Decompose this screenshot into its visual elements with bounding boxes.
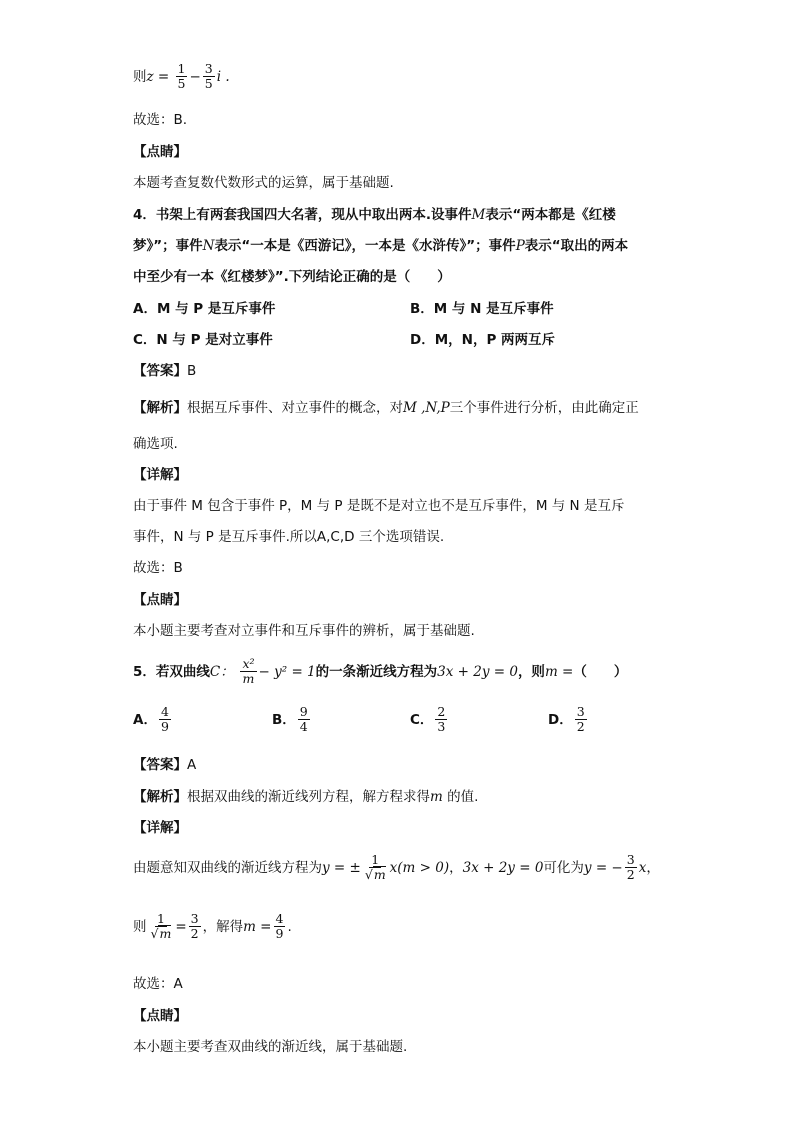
q4-answer-line [133,359,196,379]
math: M ,N,P [403,400,450,416]
q4-analysis-line1 [133,396,639,416]
math: m = [544,663,574,680]
numerator: 3 [626,852,635,867]
text: ， [646,859,660,876]
fraction [575,705,587,735]
q4-option-d: D．M，N，P 两两互斥 [410,332,556,348]
q5-detail-tag: 【详解】 [133,820,187,836]
analysis-tag: 【解析】 [133,789,187,805]
comment-tag: 【点睛】 [133,144,187,160]
q4-option-a: A．M 与 P 是互斥事件 [133,301,276,317]
math: m [430,789,443,805]
q5-answer-line [133,753,196,773]
denominator: 5 [177,76,186,92]
q5-choose-line: 故选：A [133,976,183,992]
fraction [625,853,637,883]
fraction [240,657,256,687]
text: 4．书架上有两套我国四大名著，现从中取出两本.设事件 [133,207,472,223]
q4-detail-line2: 事件，N 与 P 是互斥事件.所以A,C,D 三个选项错误. [133,529,445,545]
q5-option-c [410,705,449,735]
q4-analysis-line2: 确选项. [133,436,178,452]
text: 的一条渐近线方程为 [315,663,438,680]
text: 可化为 [543,859,584,876]
answer-value: B [187,363,197,379]
math: N [202,238,215,254]
text: 5．若双曲线 [133,663,210,680]
q5-detail-line2 [133,912,292,942]
analysis-tag: 【解析】 [133,400,187,416]
text: 表示“一本是《西游记》，一本是《水浒传》”；事件 [214,238,516,254]
q4-comment-tag: 【点睛】 [133,592,187,608]
math: − [189,68,201,85]
numerator: 9 [299,704,308,719]
numerator: 4 [160,704,169,719]
text: . [287,918,292,935]
numerator: 3 [576,704,585,719]
denominator [363,868,388,882]
math: i . [216,68,230,85]
denominator: 5 [204,76,213,92]
denominator: 4 [299,719,308,735]
numerator: 3 [190,911,199,926]
math: x(m > 0) [389,859,450,876]
q4-detail-tag: 【详解】 [133,467,187,483]
math: M [471,207,486,223]
math: y = ± [322,859,361,876]
denominator: m [242,671,255,687]
numerator: 4 [275,911,284,926]
option-label: C． [410,711,434,728]
answer-value: A [187,757,197,773]
denominator: 2 [190,926,199,942]
denominator: 9 [160,719,169,735]
answer-tag: 【答案】 [133,757,187,773]
math: − y² = 1 [258,663,316,680]
q5-comment-tag: 【点睛】 [133,1008,187,1024]
q5-option-a [133,705,173,735]
q4-option-c: C．N 与 P 是对立事件 [133,332,273,348]
denominator: 9 [275,926,284,942]
fraction [159,705,171,735]
text: 由题意知双曲线的渐近线方程为 [133,859,322,876]
answer-tag: 【答案】 [133,363,187,379]
text: ， [449,859,463,876]
sqrt: √m [364,867,386,883]
radicand: m [159,926,172,942]
text: 则 [133,68,147,85]
numerator: 2 [437,704,446,719]
text: 的值. [447,789,479,805]
q4-stem-line2 [133,234,628,254]
fraction [176,62,188,92]
option-label: D． [548,711,573,728]
numerator: x² [242,656,255,671]
q5-detail-line1 [133,853,660,883]
numerator: 1 [371,852,380,867]
q5-option-b [272,705,312,735]
math: m = [243,918,272,935]
math: = [175,918,187,935]
math: C： [209,663,234,680]
math: 3x + 2y = 0 [462,859,544,876]
fraction [274,912,286,942]
q4-option-b: B．M 与 N 是互斥事件 [410,301,554,317]
numerator: 1 [156,911,165,926]
math: P [515,238,525,254]
q4-stem-line1 [133,203,616,223]
text: 表示“两本都是《红楼 [485,207,616,223]
z-result-line [133,62,230,92]
option-label: B． [272,711,296,728]
denominator: 2 [576,719,585,735]
text: 则 [133,918,147,935]
math: y = − [583,859,623,876]
radicand: m [373,867,386,883]
text: ，则 [517,663,545,680]
denominator [149,927,174,941]
denominator: 3 [437,719,446,735]
text: 梦》”；事件 [133,238,203,254]
math: x [638,859,647,876]
comment-text: 本题考查复数代数形式的运算，属于基础题. [133,175,394,191]
option-label: A． [133,711,157,728]
q5-analysis-line [133,785,478,805]
q4-stem-line3: 中至少有一本《红楼梦》”.下列结论正确的是（ ） [133,269,451,285]
text: 表示“取出的两本 [524,238,629,254]
numerator: 1 [177,61,186,76]
fraction [149,912,174,942]
q4-choose-line: 故选：B [133,560,183,576]
denominator: 2 [626,867,635,883]
choose-line: 故选：B. [133,112,188,128]
fraction [435,705,447,735]
q5-stem-line [133,657,627,687]
q5-option-d [548,705,589,735]
text: 三个事件进行分析，由此确定正 [449,400,639,416]
fraction [298,705,310,735]
math: 3x + 2y = 0 [437,663,518,680]
math: z = [146,68,170,85]
text: （ ） [573,663,628,680]
fraction [203,62,215,92]
q4-detail-line1: 由于事件 M 包含于事件 P，M 与 P 是既不是对立也不是互斥事件，M 与 N 是互斥 [133,498,625,514]
q5-comment-text: 本小题主要考查双曲线的渐近线，属于基础题. [133,1039,408,1055]
sqrt: √m [150,926,172,942]
text: ，解得 [202,918,244,935]
fraction [363,853,388,883]
text: 根据互斥事件、对立事件的概念，对 [187,400,403,416]
q4-comment-text: 本小题主要考查对立事件和互斥事件的辨析，属于基础题. [133,623,475,639]
fraction [189,912,201,942]
numerator: 3 [204,61,213,76]
text: 根据双曲线的渐近线列方程，解方程求得 [187,789,430,805]
